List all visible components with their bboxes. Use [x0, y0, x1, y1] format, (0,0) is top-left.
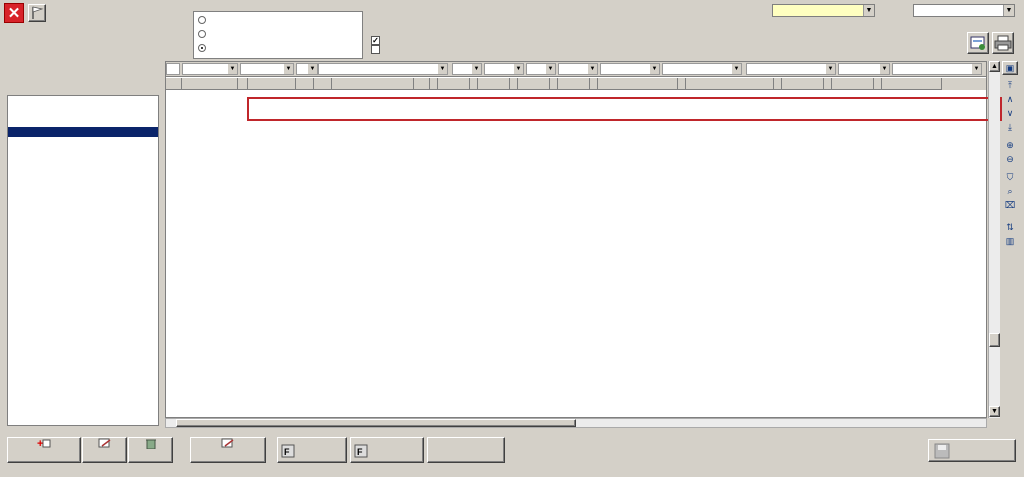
radio-icon: [198, 16, 206, 24]
scroll-thumb[interactable]: [989, 333, 1000, 347]
filter-field[interactable]: [318, 63, 448, 75]
svg-text:F: F: [357, 447, 363, 457]
edit-icon: [98, 438, 112, 449]
bulk-edit-icon: [221, 438, 235, 449]
column-header[interactable]: [598, 78, 678, 90]
filter-row: [166, 62, 987, 77]
chevron-down-icon: ▼: [589, 66, 596, 72]
filter-field[interactable]: [526, 63, 556, 75]
column-header[interactable]: [166, 78, 182, 90]
filter-field[interactable]: [296, 63, 318, 75]
prev-record-icon[interactable]: ∧: [1006, 94, 1014, 104]
user-item-milan[interactable]: [8, 106, 158, 116]
next-record-icon[interactable]: ∨: [1006, 108, 1014, 118]
add-user-icon: [37, 438, 51, 449]
delete-button[interactable]: [128, 437, 173, 463]
chevron-down-icon: ▼: [473, 66, 480, 72]
printer-icon[interactable]: [992, 32, 1014, 54]
chevron-down-icon: ▼: [1003, 5, 1014, 16]
trash-icon: [144, 438, 158, 449]
horizontal-scrollbar[interactable]: [165, 418, 987, 428]
user-module-icon[interactable]: [967, 32, 989, 54]
column-header[interactable]: [590, 78, 598, 90]
pohled-select[interactable]: [913, 4, 1015, 17]
filter-field[interactable]: [240, 63, 294, 75]
chevron-down-icon: ▼: [309, 66, 316, 72]
flag-icon[interactable]: [28, 4, 46, 22]
zobrazeni-select[interactable]: [772, 4, 875, 17]
column-header[interactable]: [182, 78, 238, 90]
filter-icon[interactable]: ⛉: [1006, 172, 1014, 182]
checkbox-supplementary-rights[interactable]: [371, 34, 383, 45]
column-header[interactable]: [414, 78, 430, 90]
column-header[interactable]: [332, 78, 414, 90]
side-toolbar: [1002, 61, 1020, 251]
new-user-button[interactable]: [7, 437, 81, 463]
first-record-icon[interactable]: ⤒: [1008, 80, 1012, 90]
column-header[interactable]: [832, 78, 874, 90]
radio-level-1[interactable]: [198, 15, 209, 26]
column-header[interactable]: [248, 78, 296, 90]
filter-clear-icon[interactable]: ⌧: [1004, 200, 1016, 210]
level-radio-group: [193, 11, 363, 59]
filter-field[interactable]: [746, 63, 836, 75]
column-header[interactable]: [518, 78, 550, 90]
zoom-in-icon[interactable]: ⊕: [1006, 140, 1014, 150]
save-icon: [934, 443, 950, 467]
prefs-icon: [281, 444, 295, 455]
save-changes-button[interactable]: [928, 439, 1016, 462]
column-header[interactable]: [558, 78, 590, 90]
svg-text:+: +: [37, 438, 44, 449]
filter-field[interactable]: [600, 63, 660, 75]
chevron-down-icon: ▼: [229, 66, 236, 72]
filter-flag-icon[interactable]: [166, 63, 180, 75]
column-header[interactable]: [238, 78, 248, 90]
column-header[interactable]: [874, 78, 882, 90]
scroll-up-icon[interactable]: ▲: [989, 61, 1000, 72]
restricting-prefs-button[interactable]: [277, 437, 347, 463]
column-header[interactable]: [510, 78, 518, 90]
save-layout-icon[interactable]: ▣: [1002, 61, 1018, 75]
last-record-icon[interactable]: ⤓: [1008, 122, 1012, 132]
try-user-settings-button[interactable]: [427, 437, 505, 463]
zoom-out-icon[interactable]: ⊖: [1006, 154, 1014, 164]
user-prefs-icon: [354, 444, 368, 455]
checkbox-allowed-users-only[interactable]: [371, 45, 383, 56]
column-header[interactable]: [478, 78, 510, 90]
chevron-down-icon: ▼: [881, 66, 888, 72]
radio-checked-icon: [198, 44, 206, 52]
user-item-nada[interactable]: [8, 116, 158, 126]
chevron-down-icon: ▼: [515, 66, 522, 72]
checkbox-icon: [371, 45, 380, 54]
user-item-petra[interactable]: [8, 127, 158, 137]
vertical-scrollbar[interactable]: [988, 61, 1000, 418]
column-header[interactable]: [678, 78, 686, 90]
user-list[interactable]: [7, 95, 159, 426]
sort-icon[interactable]: ⇅: [1006, 222, 1014, 232]
checkbox-checked-icon: ✓: [372, 36, 379, 45]
filter-field[interactable]: [662, 63, 742, 75]
filter-field[interactable]: [838, 63, 890, 75]
column-header[interactable]: [774, 78, 782, 90]
user-item-ucetni[interactable]: [8, 157, 158, 167]
radio-icon: [198, 30, 206, 38]
column-header[interactable]: [824, 78, 832, 90]
column-header[interactable]: [882, 78, 942, 90]
chevron-down-icon: ▼: [733, 66, 740, 72]
column-header[interactable]: [438, 78, 470, 90]
column-header[interactable]: [296, 78, 314, 90]
user-item-linda[interactable]: [8, 96, 158, 106]
column-header[interactable]: [314, 78, 332, 90]
search-icon[interactable]: ⌕: [1007, 186, 1013, 196]
column-header[interactable]: [782, 78, 824, 90]
user-item-supervisor[interactable]: [8, 137, 158, 147]
column-header[interactable]: [470, 78, 478, 90]
chevron-down-icon: ▼: [827, 66, 834, 72]
user-item-tomas[interactable]: [8, 147, 158, 157]
user-item-uzivatel[interactable]: [8, 167, 158, 177]
filter-field[interactable]: [452, 63, 482, 75]
chevron-down-icon: ▼: [439, 66, 446, 72]
column-header[interactable]: [686, 78, 774, 90]
filter-field[interactable]: [558, 63, 598, 75]
svg-text:F: F: [284, 447, 290, 457]
column-header[interactable]: [430, 78, 438, 90]
chevron-down-icon: ▼: [547, 66, 554, 72]
columns-icon[interactable]: ▥: [1005, 236, 1015, 246]
filter-field[interactable]: [484, 63, 524, 75]
chevron-down-icon: ▼: [651, 66, 658, 72]
chevron-down-icon: ▼: [285, 66, 292, 72]
edit-button[interactable]: [82, 437, 127, 463]
header-row: [166, 78, 987, 90]
hscroll-thumb[interactable]: [176, 419, 576, 427]
filter-field[interactable]: [892, 63, 982, 75]
column-header[interactable]: [550, 78, 558, 90]
radio-level-2[interactable]: [198, 29, 209, 40]
filter-field[interactable]: [182, 63, 238, 75]
bulk-changes-button[interactable]: [190, 437, 266, 463]
chevron-down-icon: ▼: [863, 5, 874, 16]
user-prefs-button[interactable]: [350, 437, 424, 463]
rights-grid[interactable]: [165, 61, 987, 418]
close-icon[interactable]: ✕: [4, 3, 24, 23]
scroll-down-icon[interactable]: ▼: [989, 406, 1000, 417]
chevron-down-icon: ▼: [973, 66, 980, 72]
radio-level-3[interactable]: [198, 43, 209, 54]
